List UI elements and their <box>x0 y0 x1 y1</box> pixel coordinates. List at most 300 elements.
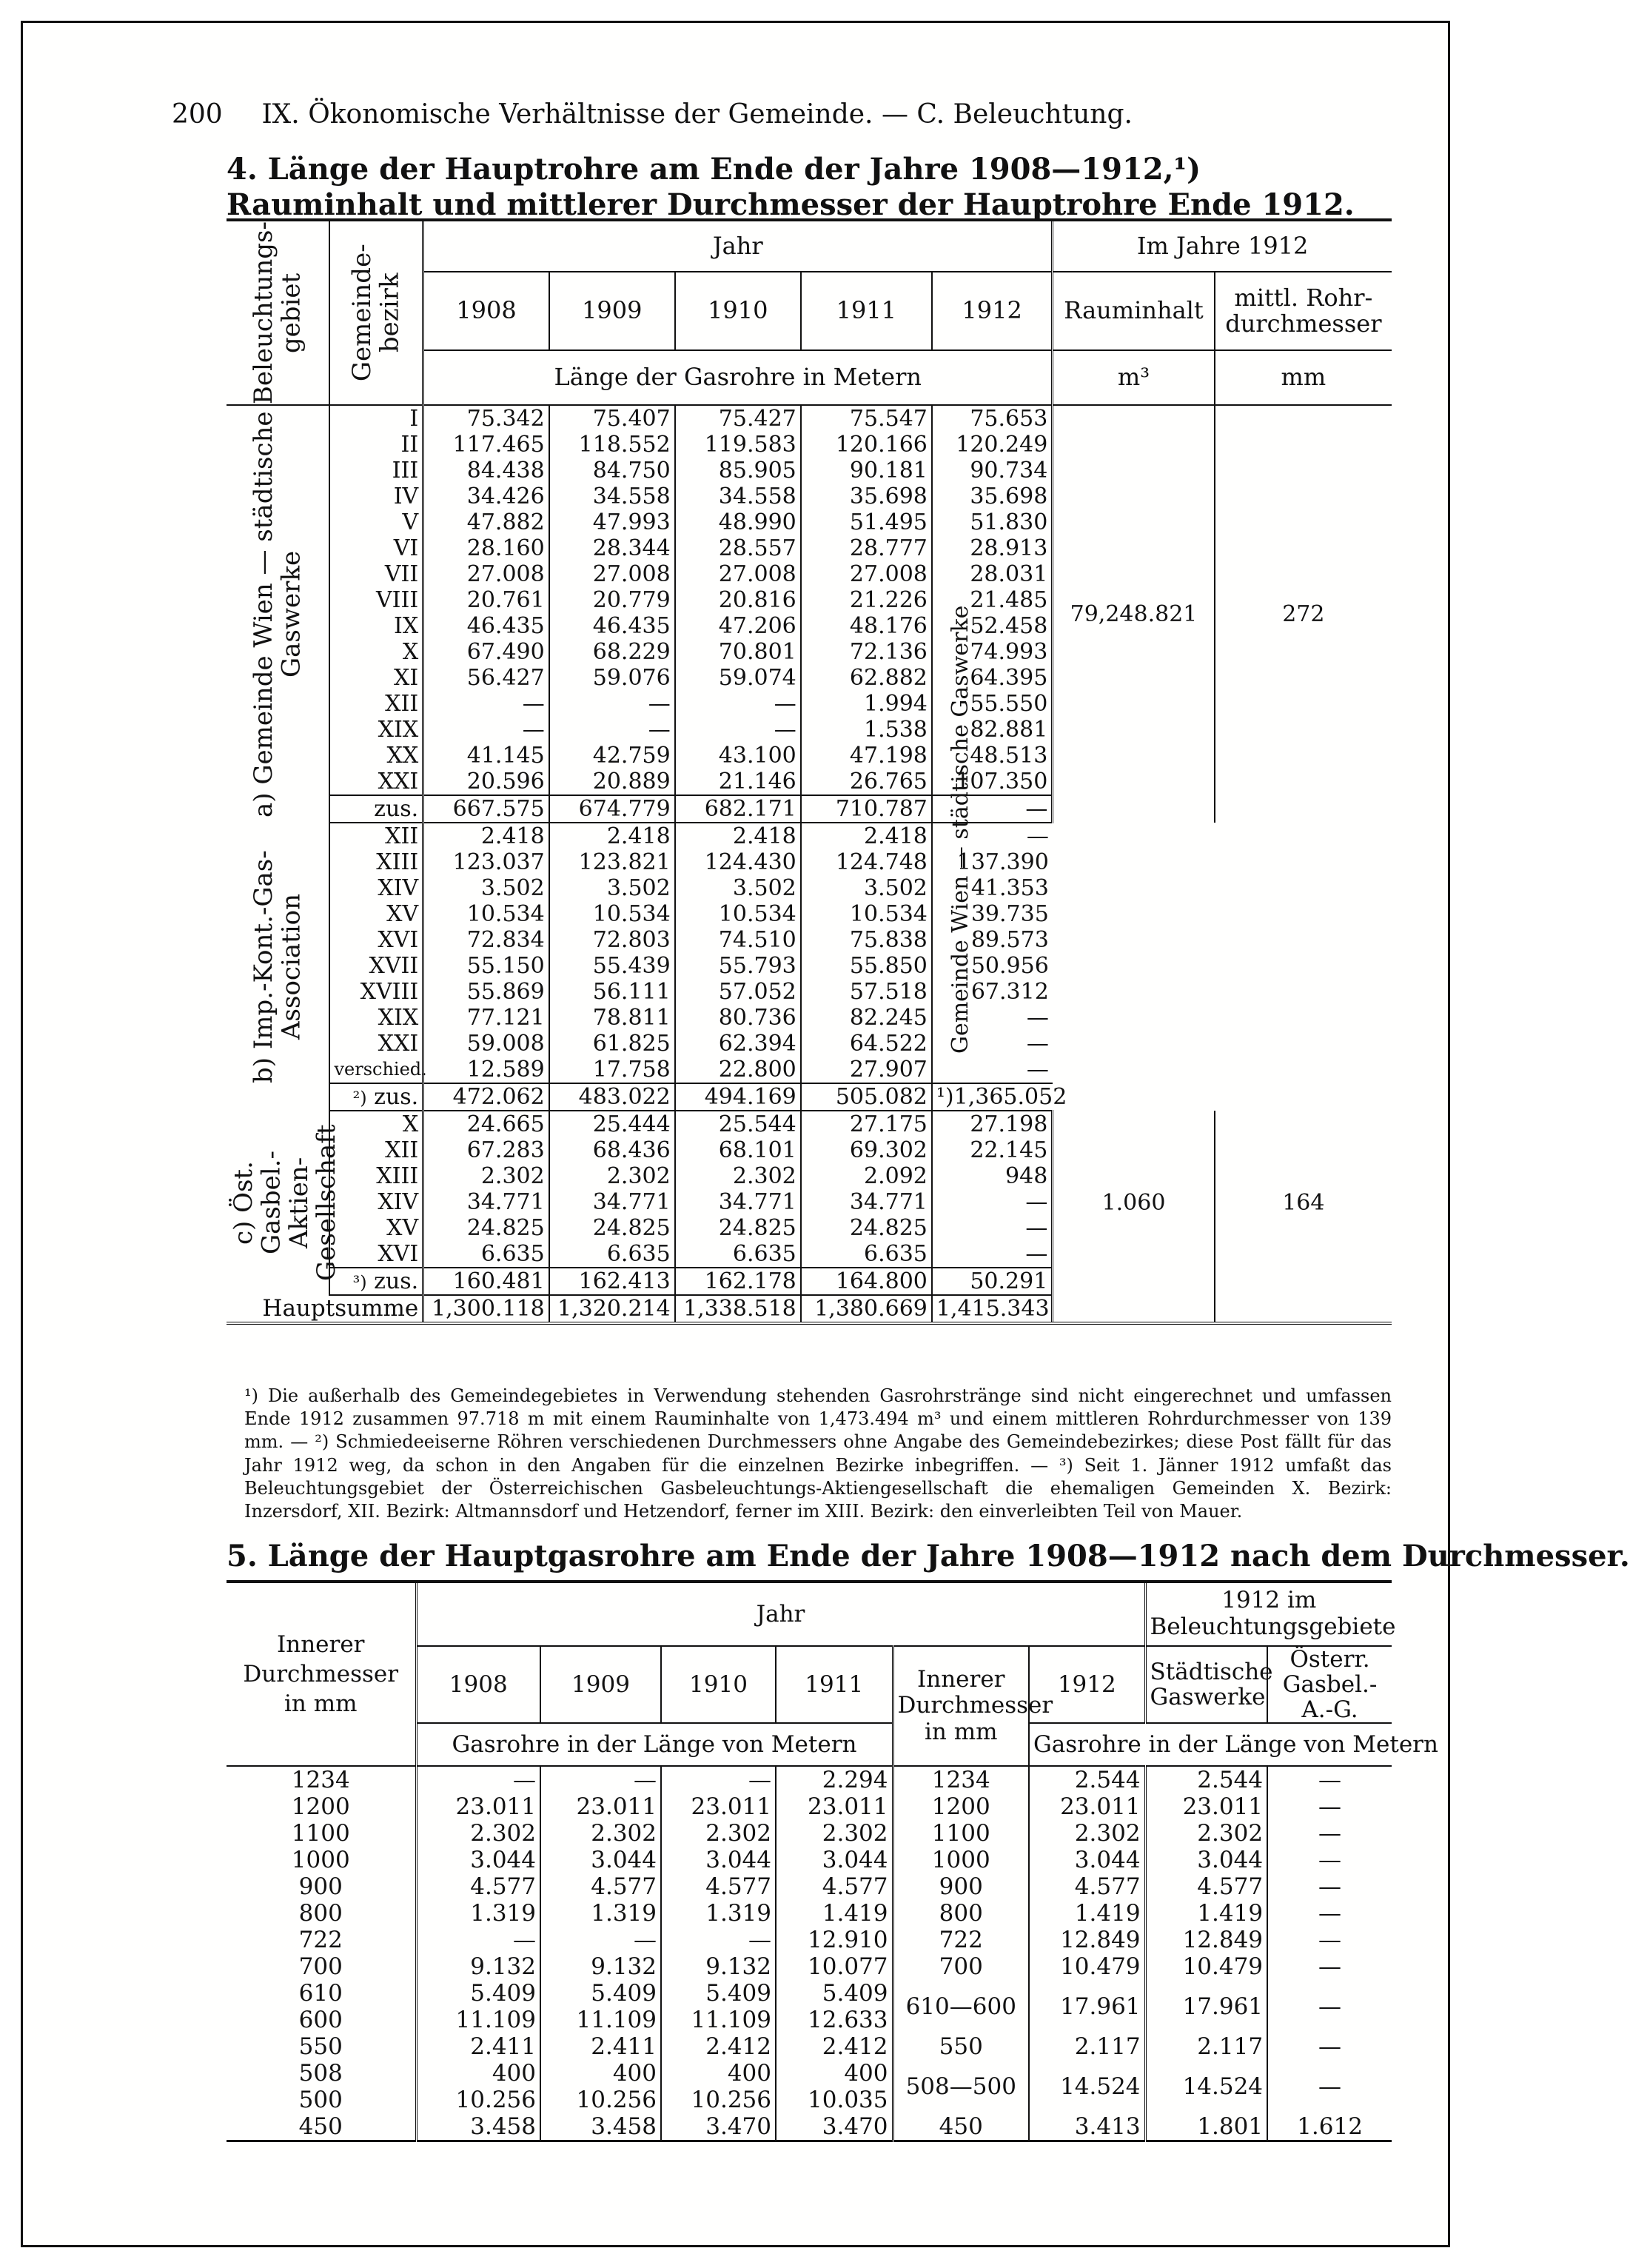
t5-cell-1912: 10.479 <box>1029 1953 1145 1980</box>
t5-cell-1912: 3.044 <box>1029 1847 1145 1873</box>
t4-cell: 75.427 <box>675 405 801 432</box>
t4-cell: 34.771 <box>675 1189 801 1215</box>
t4-sum-label <box>329 1083 423 1111</box>
t4-cell: 28.557 <box>675 535 801 561</box>
t4-cell: 24.825 <box>801 1215 932 1241</box>
t4-durchmesser: 164 <box>1215 1111 1392 1295</box>
t4-sum-text: zus. <box>374 1268 419 1294</box>
t5-cell: 9.132 <box>416 1953 540 1980</box>
t4-cell: 2.302 <box>423 1163 549 1189</box>
t4-hdr-year: 1910 <box>675 272 801 350</box>
t4-sum-label <box>329 1268 423 1295</box>
t4-sum-cell: 160.481 <box>423 1268 549 1295</box>
t4-cell: 75.838 <box>801 927 932 953</box>
t5-cell: — <box>416 1766 540 1793</box>
t5-cell: 11.109 <box>540 2007 661 2033</box>
t4-cell-1912: — <box>932 1215 1053 1241</box>
t5-cell: 5.409 <box>776 1980 893 2007</box>
t4-cell: 10.534 <box>801 901 932 927</box>
t4-bezirk: XI <box>329 665 423 691</box>
t5-cell: 1.319 <box>540 1900 661 1927</box>
t4-total-cell: 1,338.518 <box>675 1295 801 1323</box>
t5-cell: 9.132 <box>540 1953 661 1980</box>
t4-cell-1912: 948 <box>932 1163 1053 1189</box>
t5-hdr-oesterr: Österr. Gasbel.-A.-G. <box>1267 1646 1392 1723</box>
t4-cell: 2.418 <box>423 823 549 849</box>
t4-bezirk: XII <box>329 823 423 849</box>
t4-cell: 55.869 <box>423 979 549 1005</box>
t4-cell: 2.302 <box>675 1163 801 1189</box>
t5-cell-staedt: 2.117 <box>1145 2033 1267 2060</box>
t4-cell: 20.816 <box>675 587 801 613</box>
t4-hdr-unit-m3: m³ <box>1053 350 1215 405</box>
t4-cell: 43.100 <box>675 743 801 769</box>
t5-cell: 4.577 <box>416 1873 540 1900</box>
t4-cell-1912: 22.145 <box>932 1137 1053 1163</box>
t5-cell: 5.409 <box>416 1980 540 2007</box>
t5-cell-oesterr: — <box>1267 1766 1392 1793</box>
t4-cell: 10.534 <box>423 901 549 927</box>
t4-sum-cell: 164.800 <box>801 1268 932 1295</box>
t4-sum-marker: ²) <box>352 1087 367 1108</box>
t4-cell: 41.145 <box>423 743 549 769</box>
table-row <box>227 1927 1392 1953</box>
t4-cell-1912: — <box>932 1005 1053 1031</box>
t5-durchmesser-2: 1100 <box>893 1820 1029 1847</box>
t4-total-empty <box>1053 1295 1215 1323</box>
t4-cell: 2.418 <box>801 823 932 849</box>
t5-cell: 10.035 <box>776 2087 893 2113</box>
t4-sum-cell: — <box>932 795 1053 823</box>
t5-cell: 3.470 <box>661 2113 776 2141</box>
t5-cell: 12.910 <box>776 1927 893 1953</box>
t4-bezirk: II <box>329 432 423 458</box>
t4-bezirk: XIV <box>329 1189 423 1215</box>
t4-cell: 27.008 <box>423 561 549 587</box>
t5-cell-staedt: 2.302 <box>1145 1820 1267 1847</box>
t4-bezirk: VIII <box>329 587 423 613</box>
t5-cell: 3.044 <box>416 1847 540 1873</box>
t4-cell: 72.834 <box>423 927 549 953</box>
t4-cell: 85.905 <box>675 458 801 484</box>
t5-hdr-gebiete: 1912 im Beleuchtungsgebiete <box>1145 1582 1392 1646</box>
t4-cell: 69.302 <box>801 1137 932 1163</box>
t4-cell: 28.777 <box>801 535 932 561</box>
t5-cell: 2.411 <box>540 2033 661 2060</box>
t5-cell-1912: 2.544 <box>1029 1766 1145 1793</box>
t4-cell: 6.635 <box>423 1241 549 1268</box>
t4-cell: 84.750 <box>549 458 675 484</box>
t4-cell: 75.342 <box>423 405 549 432</box>
t4-cell: 20.596 <box>423 769 549 795</box>
t5-durchmesser: 1200 <box>291 1793 350 1820</box>
t4-bezirk: verschied. <box>329 1057 423 1083</box>
t4-bezirk: XVII <box>329 953 423 979</box>
t4-cell: 68.101 <box>675 1137 801 1163</box>
t5-cell-oesterr: 1.612 <box>1267 2113 1392 2141</box>
t5-cell: 2.302 <box>540 1820 661 1847</box>
table-row <box>227 1980 1392 2007</box>
t5-cell-1912: 17.961 <box>1029 1980 1145 2033</box>
t5-hdr-year: 1909 <box>540 1646 661 1723</box>
t4-cell: — <box>549 691 675 717</box>
t4-cell-1912: 27.198 <box>932 1111 1053 1137</box>
t4-cell-1912: 107.350 <box>932 769 1053 795</box>
t5-cell: — <box>540 1927 661 1953</box>
t4-sum-cell: 50.291 <box>932 1268 1053 1295</box>
t4-cell: 27.008 <box>675 561 801 587</box>
t4-group-label: b) Imp.-Kont.-Gas-Association <box>248 850 306 1083</box>
running-header <box>172 99 1282 130</box>
t4-total-cell: 1,300.118 <box>423 1295 549 1323</box>
t4-cell: 34.558 <box>549 484 675 509</box>
t4-cell: 47.882 <box>423 509 549 535</box>
t4-bezirk: X <box>329 639 423 665</box>
t5-cell: 400 <box>416 2060 540 2087</box>
t4-cell-1912: — <box>932 1031 1053 1057</box>
t4-bezirk: XV <box>329 901 423 927</box>
table-row <box>227 1111 1392 1137</box>
t4-cell: 68.436 <box>549 1137 675 1163</box>
t5-cell: 2.294 <box>776 1766 893 1793</box>
t4-cell: 75.407 <box>549 405 675 432</box>
t5-durchmesser: 1234 <box>291 1767 350 1793</box>
t4-bezirk: XVI <box>329 1241 423 1268</box>
t4-sum-cell: 162.413 <box>549 1268 675 1295</box>
t4-cell: 70.801 <box>675 639 801 665</box>
t5-cell: 2.302 <box>416 1820 540 1847</box>
t5-cell: 9.132 <box>661 1953 776 1980</box>
t5-durchmesser-2: 722 <box>893 1927 1029 1953</box>
t4-cell: — <box>549 717 675 743</box>
t4-bezirk: XII <box>329 691 423 717</box>
t4-cell: — <box>675 717 801 743</box>
t4-hdr-year: 1911 <box>801 272 932 350</box>
t4-sum-cell: 472.062 <box>423 1083 549 1111</box>
t4-cell-1912: 64.395 <box>932 665 1053 691</box>
t5-cell: 2.302 <box>661 1820 776 1847</box>
t4-cell: 68.229 <box>549 639 675 665</box>
t5-cell-staedt: 10.479 <box>1145 1953 1267 1980</box>
t4-sum-cell: 483.022 <box>549 1083 675 1111</box>
t5-cell-1912: 2.117 <box>1029 2033 1145 2060</box>
t4-hdr-year: 1912 <box>932 272 1053 350</box>
t5-cell-staedt: 1.801 <box>1145 2113 1267 2141</box>
t4-sum-cell: 682.171 <box>675 795 801 823</box>
t5-hdr-laenge1: Gasrohre in der Länge von Metern <box>416 1723 893 1766</box>
t4-sum-cell: 667.575 <box>423 795 549 823</box>
t4-cell-1912: 41.353 <box>932 875 1053 901</box>
t4-cell: 24.825 <box>423 1215 549 1241</box>
t4-cell: 57.052 <box>675 979 801 1005</box>
t4-cell: 82.245 <box>801 1005 932 1031</box>
t4-sum-cell: 162.178 <box>675 1268 801 1295</box>
t4-rauminhalt: 1.060 <box>1053 1111 1215 1295</box>
t5-cell-oesterr: — <box>1267 1927 1392 1953</box>
table5 <box>227 1580 1438 2142</box>
t4-cell: 55.850 <box>801 953 932 979</box>
t5-cell: 2.412 <box>661 2033 776 2060</box>
t4-cell: 20.761 <box>423 587 549 613</box>
t5-cell: — <box>661 1927 776 1953</box>
t5-cell: 1.319 <box>416 1900 540 1927</box>
t4-1912-vertical-label <box>942 563 979 1096</box>
t4-sum-cell: 710.787 <box>801 795 932 823</box>
t4-bezirk: XX <box>329 743 423 769</box>
t4-cell: 72.803 <box>549 927 675 953</box>
t4-cell: 34.771 <box>423 1189 549 1215</box>
t5-cell: 3.458 <box>416 2113 540 2141</box>
t5-cell: 10.077 <box>776 1953 893 1980</box>
t5-cell-staedt: 4.577 <box>1145 1873 1267 1900</box>
t4-bezirk: XIX <box>329 717 423 743</box>
table-row <box>227 2113 1392 2141</box>
t4-cell: 62.394 <box>675 1031 801 1057</box>
t4-group-label: c) Öst. Gasbel.-Aktien-Gesellschaft <box>229 1124 342 1282</box>
table4 <box>227 218 1392 1325</box>
t4-cell: 2.418 <box>675 823 801 849</box>
table-row <box>227 979 1392 1005</box>
t5-cell: 4.577 <box>661 1873 776 1900</box>
t4-cell: 27.175 <box>801 1111 932 1137</box>
t4-cell: 75.547 <box>801 405 932 432</box>
running-title: IX. Ökonomische Verhältnisse der Gemeinde. — C. Beleuchtung. <box>261 99 1133 130</box>
t5-hdr-innerer2: Innerer Durchmesser in mm <box>893 1646 1029 1766</box>
t4-cell: 46.435 <box>549 613 675 639</box>
t4-cell: 74.510 <box>675 927 801 953</box>
t4-cell: 48.176 <box>801 613 932 639</box>
t4-cell: 34.771 <box>801 1189 932 1215</box>
t5-cell: 5.409 <box>661 1980 776 2007</box>
t4-cell-1912: — <box>932 823 1053 849</box>
t4-cell-1912: 51.830 <box>932 509 1053 535</box>
t4-cell-1912: 50.956 <box>932 953 1053 979</box>
t4-cell: 20.889 <box>549 769 675 795</box>
t4-cell: 118.552 <box>549 432 675 458</box>
t4-cell-1912: 35.698 <box>932 484 1053 509</box>
t5-cell: 2.302 <box>776 1820 893 1847</box>
t4-bezirk: XV <box>329 1215 423 1241</box>
table-row <box>227 875 1392 901</box>
t4-cell: — <box>675 691 801 717</box>
t4-cell-1912: 21.485 <box>932 587 1053 613</box>
t4-bezirk: IX <box>329 613 423 639</box>
t4-cell: 57.518 <box>801 979 932 1005</box>
t5-durchmesser: 800 <box>298 1900 343 1927</box>
t5-cell: — <box>416 1927 540 1953</box>
t5-cell: 11.109 <box>416 2007 540 2033</box>
t4-cell: 47.206 <box>675 613 801 639</box>
t4-cell: 124.748 <box>801 849 932 875</box>
t5-cell: 5.409 <box>540 1980 661 2007</box>
t5-cell-oesterr: — <box>1267 1820 1392 1847</box>
t5-cell-oesterr: — <box>1267 1953 1392 1980</box>
t4-cell: 55.793 <box>675 953 801 979</box>
t5-cell: 10.256 <box>661 2087 776 2113</box>
t4-cell: 34.558 <box>675 484 801 509</box>
t4-bezirk: V <box>329 509 423 535</box>
t4-bezirk: XIII <box>329 1163 423 1189</box>
table-row <box>227 1057 1392 1083</box>
t4-cell: 120.166 <box>801 432 932 458</box>
t4-cell: 10.534 <box>675 901 801 927</box>
t5-cell: 3.044 <box>661 1847 776 1873</box>
t4-hdr-laenge: Länge der Gasrohre in Metern <box>423 350 1053 405</box>
t4-hdr-year: 1908 <box>423 272 549 350</box>
t5-cell: 3.470 <box>776 2113 893 2141</box>
t4-cell: 67.283 <box>423 1137 549 1163</box>
t4-cell: 2.418 <box>549 823 675 849</box>
t4-cell: 46.435 <box>423 613 549 639</box>
t4-hdr-im-jahre: Im Jahre 1912 <box>1053 220 1392 272</box>
t5-durchmesser: 600 <box>298 2007 343 2033</box>
t4-cell: 2.302 <box>549 1163 675 1189</box>
table-row <box>227 2033 1392 2060</box>
t4-total-empty <box>1215 1295 1392 1323</box>
t4-cell: — <box>423 691 549 717</box>
table-row <box>227 901 1392 927</box>
t4-total-label: Hauptsumme <box>262 1295 419 1322</box>
table-row <box>227 1953 1392 1980</box>
t4-cell-1912: 67.312 <box>932 979 1053 1005</box>
t5-cell: — <box>661 1766 776 1793</box>
t5-durchmesser: 900 <box>298 1873 343 1900</box>
t4-total-cell: 1,415.343 <box>932 1295 1053 1323</box>
table-row <box>227 1900 1392 1927</box>
t5-durchmesser-2: 550 <box>893 2033 1029 2060</box>
t4-hdr-gebiet: Beleuchtungs-gebiet <box>227 220 329 405</box>
t4-vlabel-part: Gemeinde Wien — <box>947 846 973 1054</box>
t5-durchmesser-2: 1234 <box>893 1766 1029 1793</box>
t5-durchmesser-2: 1200 <box>893 1793 1029 1820</box>
t5-hdr-laenge2: Gasrohre in der Länge von Metern <box>1029 1723 1392 1766</box>
t4-vlabel-part: städtische Gaswerke <box>947 605 973 840</box>
t4-cell: 28.160 <box>423 535 549 561</box>
t5-cell: 23.011 <box>776 1793 893 1820</box>
t4-cell: 25.544 <box>675 1111 801 1137</box>
t4-cell: 6.635 <box>675 1241 801 1268</box>
t5-cell: 1.319 <box>661 1900 776 1927</box>
t5-cell: 23.011 <box>661 1793 776 1820</box>
t4-cell: 117.465 <box>423 432 549 458</box>
t4-cell: 56.111 <box>549 979 675 1005</box>
t5-durchmesser: 700 <box>298 1953 343 1980</box>
t4-cell: 84.438 <box>423 458 549 484</box>
table-row <box>227 1873 1392 1900</box>
t4-cell: 119.583 <box>675 432 801 458</box>
t4-cell: 27.907 <box>801 1057 932 1083</box>
t4-hdr-bezirk: Gemeinde-bezirk <box>329 220 423 405</box>
t5-cell: 3.044 <box>540 1847 661 1873</box>
t4-cell-1912: — <box>932 1057 1053 1083</box>
t5-cell-staedt: 14.524 <box>1145 2060 1267 2113</box>
table-row <box>227 823 1392 849</box>
t5-cell-1912: 2.302 <box>1029 1820 1145 1847</box>
t5-hdr-innerer: Innerer Durchmesser in mm <box>227 1582 416 1766</box>
t4-cell: 1.538 <box>801 717 932 743</box>
t4-durchmesser: 272 <box>1215 405 1392 823</box>
t4-cell: 20.779 <box>549 587 675 613</box>
t5-cell-oesterr: — <box>1267 1847 1392 1873</box>
t4-cell-1912: 137.390 <box>932 849 1053 875</box>
t5-cell: — <box>540 1766 661 1793</box>
table-row <box>227 1031 1392 1057</box>
t4-cell: 3.502 <box>423 875 549 901</box>
t4-cell: 27.008 <box>549 561 675 587</box>
t4-rauminhalt: 79,248.821 <box>1053 405 1215 823</box>
t4-bezirk: XVI <box>329 927 423 953</box>
t4-group-label: a) Gemeinde Wien — städtische Gaswerke <box>248 411 306 817</box>
t4-hdr-durchmesser: mittl. Rohr-durchmesser <box>1215 272 1392 350</box>
t5-cell: 3.458 <box>540 2113 661 2141</box>
t4-bezirk: X <box>329 1111 423 1137</box>
t4-cell: 123.037 <box>423 849 549 875</box>
t5-cell: 23.011 <box>416 1793 540 1820</box>
t5-cell: 10.256 <box>416 2087 540 2113</box>
table-row <box>227 1847 1392 1873</box>
t5-durchmesser: 550 <box>298 2033 343 2060</box>
t4-bezirk: XXI <box>329 769 423 795</box>
t5-cell-staedt: 12.849 <box>1145 1927 1267 1953</box>
t4-cell: 28.344 <box>549 535 675 561</box>
t4-cell: 34.426 <box>423 484 549 509</box>
t5-hdr-staedt: Städtische Gaswerke <box>1145 1646 1267 1723</box>
t4-cell-1912: 28.913 <box>932 535 1053 561</box>
t4-bezirk: XIII <box>329 849 423 875</box>
t4-sum-cell: 505.082 <box>801 1083 932 1111</box>
t4-cell: 3.502 <box>801 875 932 901</box>
table-row <box>227 2060 1392 2087</box>
t5-durchmesser-2: 800 <box>893 1900 1029 1927</box>
t4-cell: 90.181 <box>801 458 932 484</box>
t5-cell-1912: 1.419 <box>1029 1900 1145 1927</box>
t4-cell: 21.226 <box>801 587 932 613</box>
t5-cell-1912: 3.413 <box>1029 2113 1145 2141</box>
t4-cell: 42.759 <box>549 743 675 769</box>
t5-cell-oesterr: — <box>1267 2060 1392 2113</box>
t5-cell: 1.419 <box>776 1900 893 1927</box>
table-row <box>227 927 1392 953</box>
t5-durchmesser: 1000 <box>291 1847 350 1873</box>
t4-bezirk: IV <box>329 484 423 509</box>
t4-cell: 55.150 <box>423 953 549 979</box>
t4-bezirk: I <box>329 405 423 432</box>
t4-bezirk: XXI <box>329 1031 423 1057</box>
t4-cell: 51.495 <box>801 509 932 535</box>
t4-bezirk: III <box>329 458 423 484</box>
t5-durchmesser-2: 450 <box>893 2113 1029 2141</box>
t4-cell: 12.589 <box>423 1057 549 1083</box>
t5-cell-staedt: 17.961 <box>1145 1980 1267 2033</box>
t4-cell: 62.882 <box>801 665 932 691</box>
t4-sum-cell: 674.779 <box>549 795 675 823</box>
t4-bezirk: VI <box>329 535 423 561</box>
t5-cell-oesterr: — <box>1267 1793 1392 1820</box>
t4-bezirk: XIV <box>329 875 423 901</box>
table-row-total <box>227 1295 1392 1323</box>
t4-cell: 17.758 <box>549 1057 675 1083</box>
t5-cell-staedt: 23.011 <box>1145 1793 1267 1820</box>
t4-cell: 10.534 <box>549 901 675 927</box>
t4-cell-1912: 48.513 <box>932 743 1053 769</box>
t5-durchmesser: 722 <box>298 1927 343 1953</box>
t4-cell: 26.765 <box>801 769 932 795</box>
t4-cell-1912: 89.573 <box>932 927 1053 953</box>
t4-cell: 47.993 <box>549 509 675 535</box>
t5-cell: 4.577 <box>540 1873 661 1900</box>
t5-durchmesser-2: 610—600 <box>893 1980 1029 2033</box>
t4-cell: 24.825 <box>549 1215 675 1241</box>
